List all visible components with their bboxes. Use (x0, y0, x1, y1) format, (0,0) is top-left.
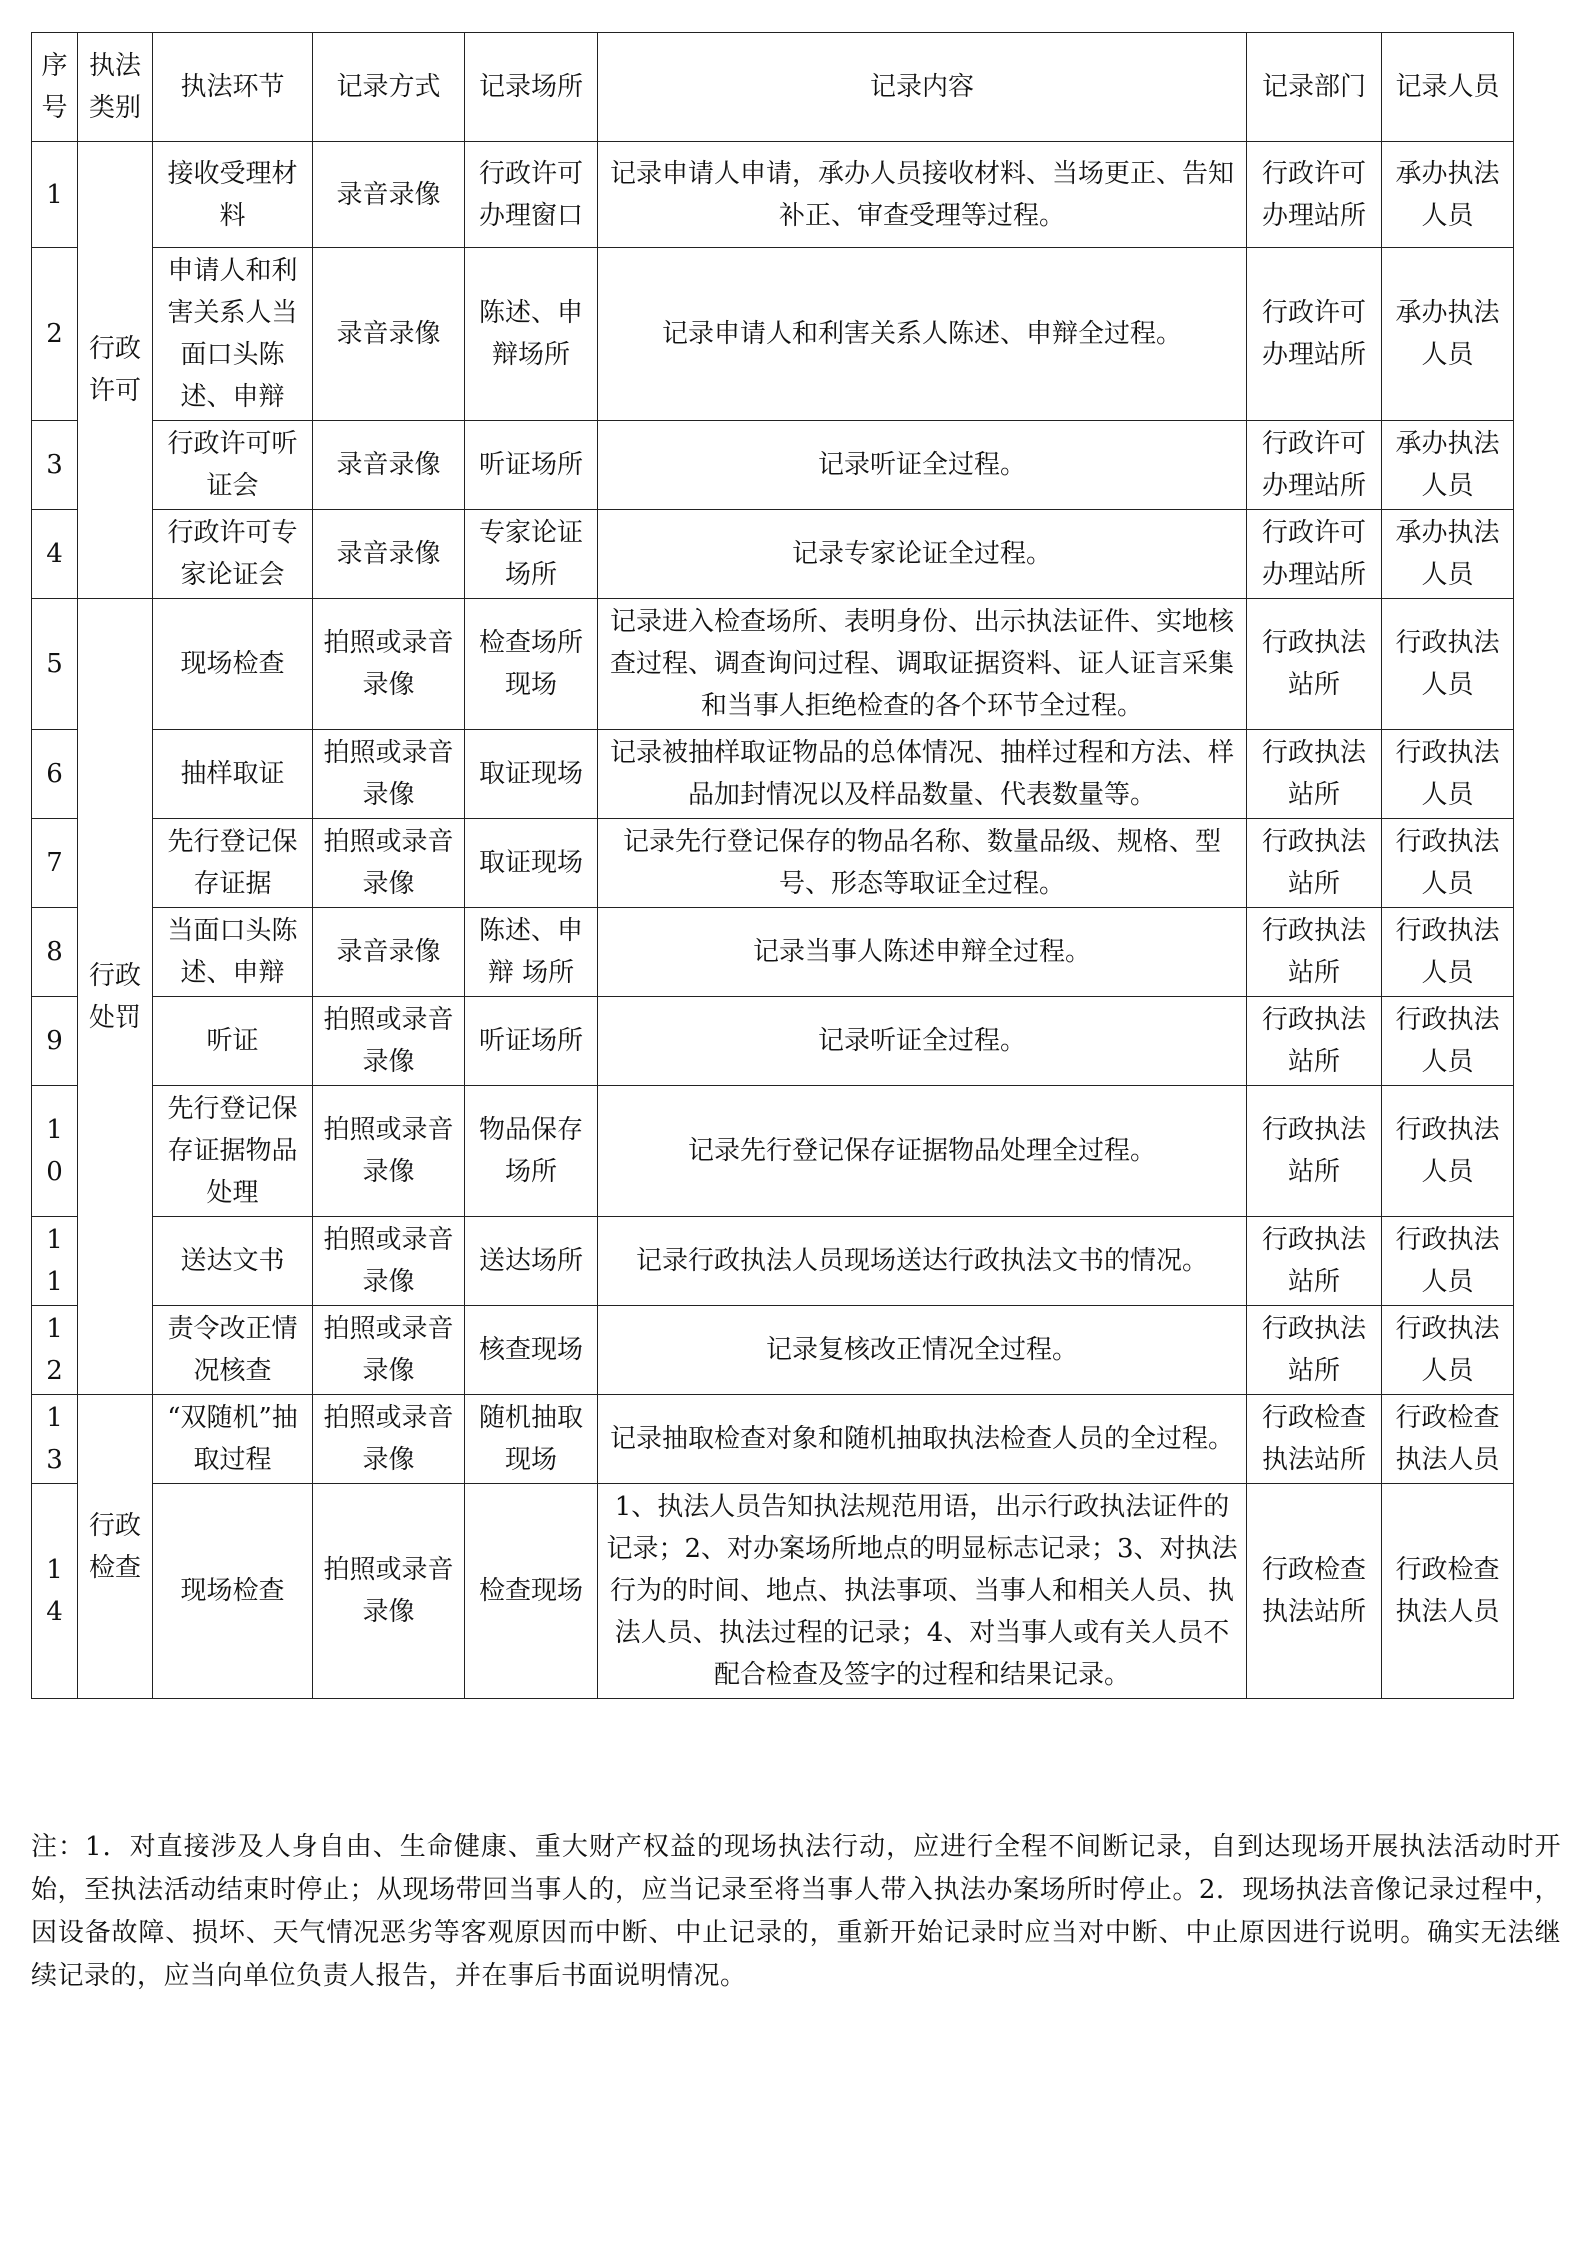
row-place: 陈述、申辩场所 (465, 248, 598, 421)
row-dept: 行政检查执法站所 (1247, 1484, 1382, 1699)
row-dept: 行政执法站所 (1247, 1217, 1382, 1306)
header-stage: 执法环节 (153, 33, 313, 142)
header-staff: 记录人员 (1382, 33, 1514, 142)
row-content: 记录先行登记保存的物品名称、数量品级、规格、型号、形态等取证全过程。 (598, 819, 1247, 908)
table-row (32, 599, 1514, 730)
row-method: 拍照或录音录像 (313, 819, 465, 908)
row-content: 记录专家论证全过程。 (598, 510, 1247, 599)
table-row (32, 997, 1514, 1086)
row-place: 核查现场 (465, 1306, 598, 1395)
row-method: 拍照或录音录像 (313, 1217, 465, 1306)
row-stage: 抽样取证 (153, 730, 313, 819)
row-dept: 行政执法站所 (1247, 1306, 1382, 1395)
row-stage: 先行登记保存证据 (153, 819, 313, 908)
row-method: 录音录像 (313, 142, 465, 248)
row-stage: 听证 (153, 997, 313, 1086)
row-staff: 行政执法人员 (1382, 1086, 1514, 1217)
row-content: 记录先行登记保存证据物品处理全过程。 (598, 1086, 1247, 1217)
table-row (32, 142, 1514, 248)
row-staff: 行政执法人员 (1382, 819, 1514, 908)
row-dept: 行政许可办理站所 (1247, 421, 1382, 510)
row-stage: 当面口头陈述、申辩 (153, 908, 313, 997)
header-place: 记录场所 (465, 33, 598, 142)
table-row (32, 1306, 1514, 1395)
row-place: 听证场所 (465, 997, 598, 1086)
row-place: 陈述、申辩 场所 (465, 908, 598, 997)
row-method: 录音录像 (313, 421, 465, 510)
row-dept: 行政执法站所 (1247, 730, 1382, 819)
row-stage: 行政许可专家论证会 (153, 510, 313, 599)
row-place: 检查场所现场 (465, 599, 598, 730)
row-method: 拍照或录音录像 (313, 1086, 465, 1217)
row-seq: 6 (32, 730, 78, 819)
row-seq: 5 (32, 599, 78, 730)
row-seq: 14 (32, 1484, 78, 1699)
table-row (32, 421, 1514, 510)
row-stage: 现场检查 (153, 1484, 313, 1699)
table-row (32, 248, 1514, 421)
row-place: 检查现场 (465, 1484, 598, 1699)
table-body (32, 142, 1514, 1699)
row-content: 记录抽取检查对象和随机抽取执法检查人员的全过程。 (598, 1395, 1247, 1484)
row-stage: 行政许可听证会 (153, 421, 313, 510)
row-content: 记录被抽样取证物品的总体情况、抽样过程和方法、样品加封情况以及样品数量、代表数量等。 (598, 730, 1247, 819)
row-method: 拍照或录音录像 (313, 997, 465, 1086)
row-content: 记录进入检查场所、表明身份、出示执法证件、实地核查过程、调查询问过程、调取证据资料、证人证言采集和当事人拒绝检查的各个环节全过程。 (598, 599, 1247, 730)
row-content: 1、执法人员告知执法规范用语，出示行政执法证件的记录；2、对办案场所地点的明显标志记录；3、对执法行为的时间、地点、执法事项、当事人和相关人员、执法人员、执法过程的记录；4、对当事人或有关人员不配合检查及签字的过程和结果记录。 (598, 1484, 1247, 1699)
row-dept: 行政许可办理站所 (1247, 248, 1382, 421)
row-stage: 送达文书 (153, 1217, 313, 1306)
row-place: 听证场所 (465, 421, 598, 510)
row-staff: 承办执法人员 (1382, 248, 1514, 421)
row-seq: 13 (32, 1395, 78, 1484)
row-stage: 现场检查 (153, 599, 313, 730)
header-category: 执法类别 (78, 33, 153, 142)
header-dept: 记录部门 (1247, 33, 1382, 142)
row-method: 拍照或录音录像 (313, 1484, 465, 1699)
row-stage: “双随机”抽取过程 (153, 1395, 313, 1484)
row-content: 记录复核改正情况全过程。 (598, 1306, 1247, 1395)
row-category: 行政检查 (78, 1395, 153, 1699)
row-method: 拍照或录音录像 (313, 599, 465, 730)
row-seq: 1 (32, 142, 78, 248)
footnote: 注：1．对直接涉及人身自由、生命健康、重大财产权益的现场执法行动，应进行全程不间断记录，自到达现场开展执法活动时开始，至执法活动结束时停止；从现场带回当事人的，应当记录至将当事人带入执法办案场所时停止。2．现场执法音像记录过程中，因设备故障、损坏、天气情况恶劣等客观原因而中断、中止记录的，重新开始记录时应当对中断、中止原因进行说明。确实无法继续记录的，应当向单位负责人报告，并在事后书面说明情况。 (31, 1832, 1561, 1991)
row-method: 录音录像 (313, 510, 465, 599)
table-row (32, 819, 1514, 908)
row-method: 录音录像 (313, 908, 465, 997)
row-staff: 行政执法人员 (1382, 599, 1514, 730)
row-dept: 行政检查执法站所 (1247, 1395, 1382, 1484)
row-method: 拍照或录音录像 (313, 1395, 465, 1484)
row-place: 取证现场 (465, 730, 598, 819)
row-staff: 行政执法人员 (1382, 1306, 1514, 1395)
row-staff: 行政执法人员 (1382, 730, 1514, 819)
row-staff: 行政检查执法人员 (1382, 1484, 1514, 1699)
row-staff: 承办执法人员 (1382, 142, 1514, 248)
row-seq: 10 (32, 1086, 78, 1217)
table-row (32, 1484, 1514, 1699)
row-content: 记录行政执法人员现场送达行政执法文书的情况。 (598, 1217, 1247, 1306)
row-seq: 2 (32, 248, 78, 421)
row-staff: 行政执法人员 (1382, 997, 1514, 1086)
row-seq: 8 (32, 908, 78, 997)
row-staff: 承办执法人员 (1382, 510, 1514, 599)
table-row (32, 1086, 1514, 1217)
row-method: 拍照或录音录像 (313, 1306, 465, 1395)
row-staff: 行政执法人员 (1382, 1217, 1514, 1306)
row-dept: 行政执法站所 (1247, 599, 1382, 730)
row-dept: 行政执法站所 (1247, 997, 1382, 1086)
row-dept: 行政执法站所 (1247, 1086, 1382, 1217)
row-place: 取证现场 (465, 819, 598, 908)
table-row (32, 510, 1514, 599)
row-category: 行政许可 (78, 142, 153, 599)
row-place: 随机抽取现场 (465, 1395, 598, 1484)
header-method: 记录方式 (313, 33, 465, 142)
table-row (32, 730, 1514, 819)
row-staff: 行政执法人员 (1382, 908, 1514, 997)
row-place: 行政许可办理窗口 (465, 142, 598, 248)
row-dept: 行政执法站所 (1247, 819, 1382, 908)
row-stage: 先行登记保存证据物品处理 (153, 1086, 313, 1217)
row-content: 记录听证全过程。 (598, 421, 1247, 510)
row-content: 记录当事人陈述申辩全过程。 (598, 908, 1247, 997)
row-stage: 责令改正情况核查 (153, 1306, 313, 1395)
row-content: 记录申请人申请，承办人员接收材料、当场更正、告知补正、审查受理等过程。 (598, 142, 1247, 248)
row-dept: 行政执法站所 (1247, 908, 1382, 997)
row-seq: 11 (32, 1217, 78, 1306)
row-place: 送达场所 (465, 1217, 598, 1306)
row-stage: 申请人和利害关系人当面口头陈述、申辩 (153, 248, 313, 421)
row-seq: 12 (32, 1306, 78, 1395)
row-seq: 4 (32, 510, 78, 599)
row-seq: 3 (32, 421, 78, 510)
row-stage: 接收受理材料 (153, 142, 313, 248)
law-enforcement-record-table (31, 32, 1514, 1699)
table-row (32, 1217, 1514, 1306)
row-dept: 行政许可办理站所 (1247, 142, 1382, 248)
row-seq: 9 (32, 997, 78, 1086)
row-place: 专家论证场所 (465, 510, 598, 599)
row-category: 行政处罚 (78, 599, 153, 1395)
row-dept: 行政许可办理站所 (1247, 510, 1382, 599)
row-place: 物品保存场所 (465, 1086, 598, 1217)
row-content: 记录申请人和利害关系人陈述、申辩全过程。 (598, 248, 1247, 421)
row-staff: 行政检查执法人员 (1382, 1395, 1514, 1484)
header-content: 记录内容 (598, 33, 1247, 142)
row-staff: 承办执法人员 (1382, 421, 1514, 510)
table-header-row (32, 33, 1514, 142)
row-content: 记录听证全过程。 (598, 997, 1247, 1086)
table-row (32, 908, 1514, 997)
header-seq: 序号 (32, 33, 78, 142)
row-seq: 7 (32, 819, 78, 908)
table-row (32, 1395, 1514, 1484)
row-method: 录音录像 (313, 248, 465, 421)
row-method: 拍照或录音录像 (313, 730, 465, 819)
